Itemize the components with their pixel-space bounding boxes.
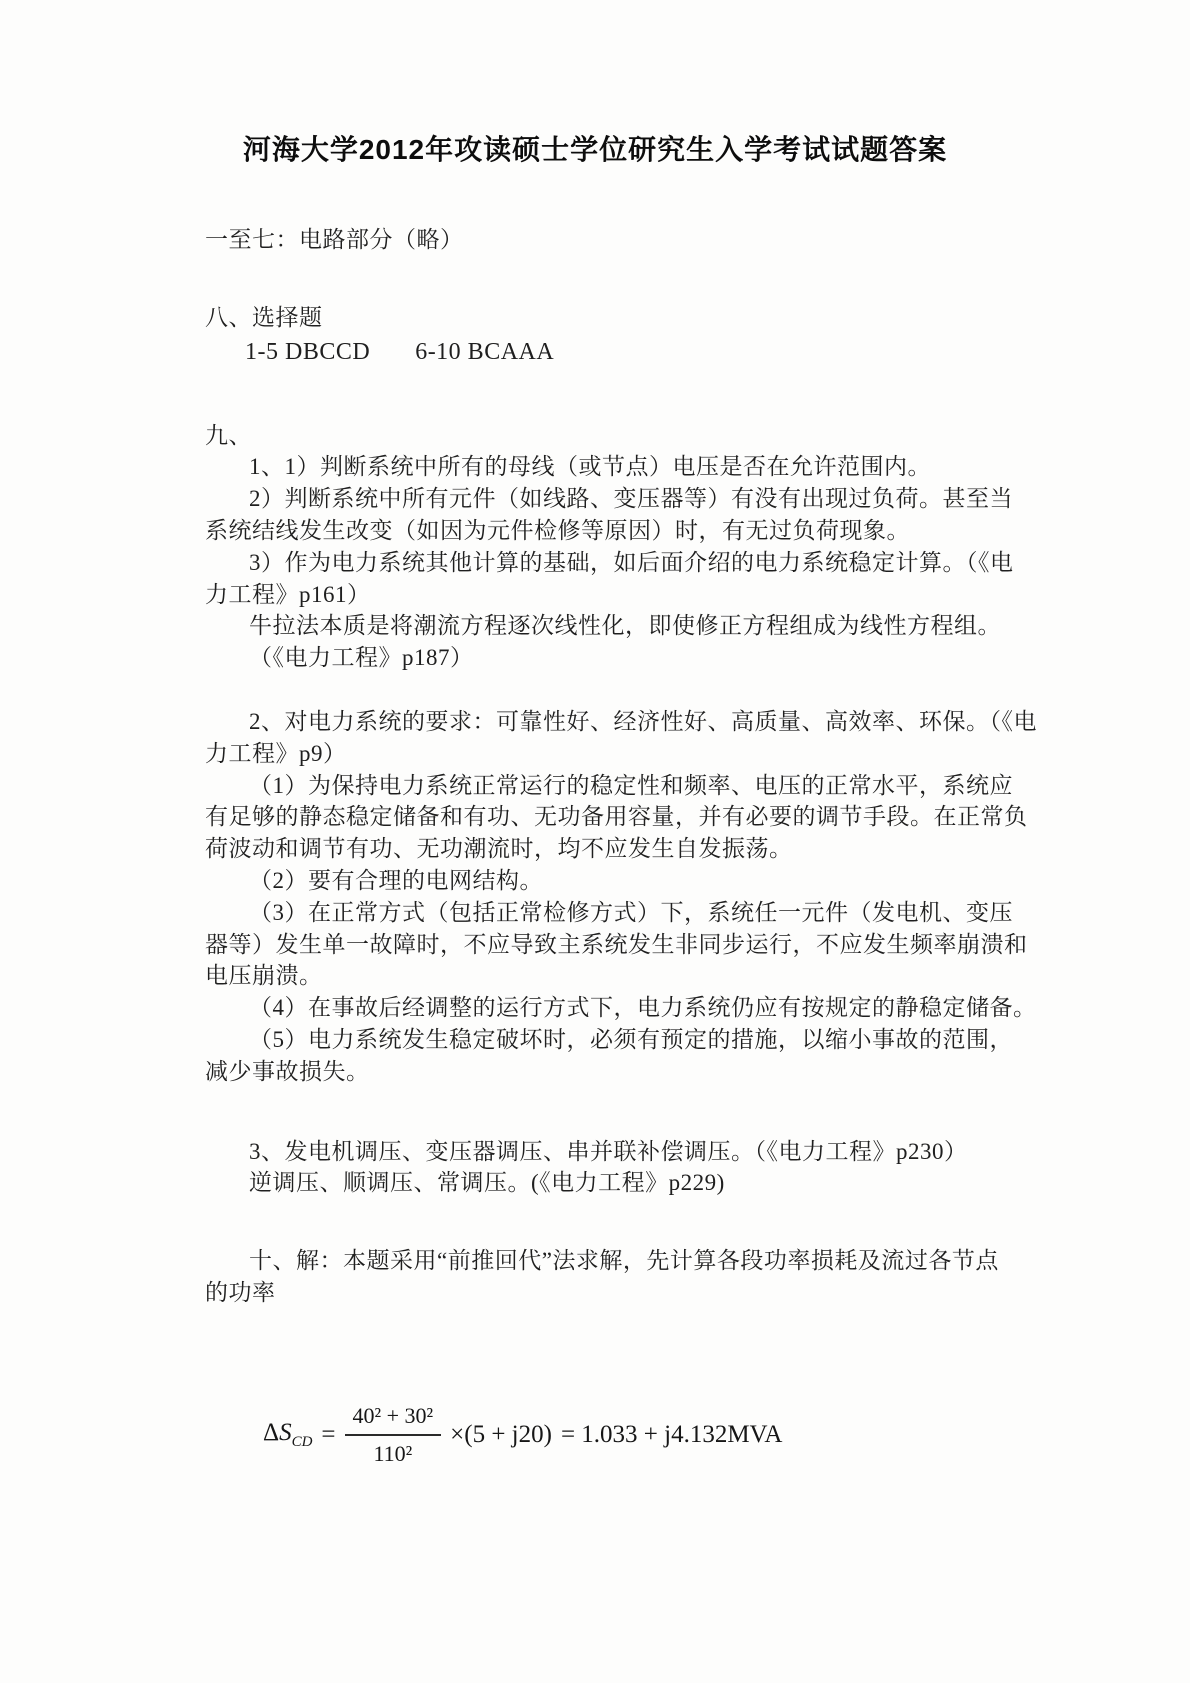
formula-fraction bbox=[345, 1401, 442, 1469]
text-line: 3）作为电力系统其他计算的基础，如后面介绍的电力系统稳定计算。（《电 bbox=[249, 549, 1014, 575]
text-line: （《电力工程》p187） bbox=[249, 645, 474, 671]
document-body bbox=[205, 224, 1037, 1469]
section-nine-heading: 九、 bbox=[205, 422, 252, 448]
power-loss-formula bbox=[205, 1401, 1015, 1469]
text-line: 3、发电机调压、变压器调压、串并联补偿调压。（《电力工程》p230） bbox=[249, 1138, 968, 1164]
text-line: 十、解：本题采用“前推回代”法求解，先计算各段功率损耗及流过各节点 bbox=[249, 1248, 999, 1274]
text-line: 系统结线发生改变（如因为元件检修等原因）时，有无过负荷现象。 bbox=[205, 517, 910, 543]
text-line: 牛拉法本质是将潮流方程逐次线性化，即使修正方程组成为线性方程组。 bbox=[249, 613, 1001, 639]
answers-6-10: 6-10 BCAAA bbox=[415, 338, 555, 365]
formula-equals: = bbox=[321, 1420, 336, 1448]
fraction-numerator: 40² + 30² bbox=[345, 1401, 442, 1436]
section-ten-body bbox=[205, 1245, 1015, 1309]
text-line: 逆调压、顺调压、常调压。(《电力工程》p229) bbox=[249, 1170, 725, 1196]
text-line: 力工程》p9） bbox=[205, 740, 347, 766]
text-line: 2）判断系统中所有元件（如线路、变压器等）有没有出现过负荷。甚至当 bbox=[249, 486, 1013, 512]
text-line: 有足够的静态稳定储备和有功、无功备用容量，并有必要的调节手段。在正常负 bbox=[205, 804, 1028, 830]
answers-1-5: 1-5 DBCCD bbox=[245, 338, 371, 365]
fraction-denominator: 110² bbox=[373, 1440, 413, 1466]
text-line: 荷波动和调节有功、无功潮流时，均不应发生自发振荡。 bbox=[205, 836, 793, 862]
text-line: （4）在事故后经调整的运行方式下，电力系统仍应有按规定的静稳定储备。 bbox=[249, 995, 1037, 1021]
formula-factor: ×(5 + j20) bbox=[450, 1420, 552, 1448]
text-line: 的功率 bbox=[205, 1279, 276, 1305]
text-line: （5）电力系统发生稳定破坏时，必须有预定的措施，以缩小事故的范围， bbox=[249, 1026, 1013, 1052]
document-title: 河海大学2012年攻读硕士学位研究生入学考试试题答案 bbox=[242, 134, 948, 165]
text-line: 1、1）判断系统中所有的母线（或节点）电压是否在允许范围内。 bbox=[249, 454, 931, 480]
text-line: 电压崩溃。 bbox=[205, 963, 323, 989]
text-line: （3）在正常方式（包括正常检修方式）下，系统任一元件（发电机、变压 bbox=[249, 899, 1013, 925]
text-line: 器等）发生单一故障时，不应导致主系统发生非同步运行，不应发生频率崩溃和 bbox=[205, 931, 1028, 957]
section-nine-body bbox=[205, 451, 1037, 1199]
text-line: 2、对电力系统的要求：可靠性好、经济性好、高质量、高效率、环保。（《电 bbox=[249, 708, 1037, 734]
text-line: （1）为保持电力系统正常运行的稳定性和频率、电压的正常水平，系统应 bbox=[249, 772, 1013, 798]
section-eight-heading: 八、选择题 bbox=[205, 304, 323, 330]
text-line: 减少事故损失。 bbox=[205, 1058, 370, 1084]
text-line: 力工程》p161） bbox=[205, 581, 371, 607]
formula-result: = 1.033 + j4.132MVA bbox=[560, 1420, 783, 1448]
intro-line: 一至七：电路部分（略） bbox=[205, 227, 464, 252]
text-line: （2）要有合理的电网结构。 bbox=[249, 867, 543, 893]
multiple-choice-answers bbox=[205, 336, 1015, 368]
formula-lhs: $\Delta S_{CD}$ bbox=[263, 1418, 313, 1450]
